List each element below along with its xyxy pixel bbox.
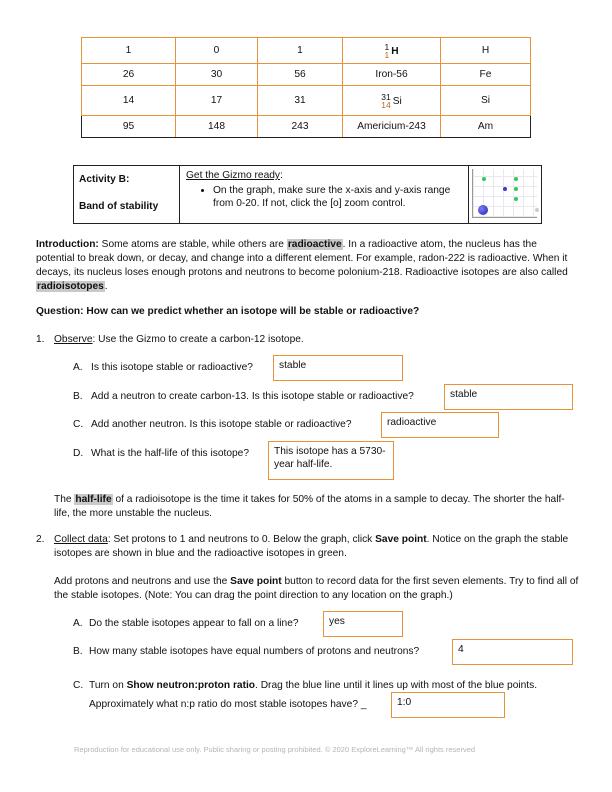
activity-header-box (73, 165, 542, 224)
table-cell: 1 (258, 38, 343, 64)
term-half-life: half-life (75, 494, 112, 505)
table-row (82, 64, 531, 86)
q1b-answer-field[interactable]: stable (444, 384, 573, 410)
table-row (82, 38, 531, 64)
element-symbol: Si (392, 95, 402, 107)
isotope-table (81, 37, 531, 138)
q1d-prompt: What is the half-life of this isotope? (91, 448, 249, 459)
q2-instruction: . Notice on the graph the stable isotopes are shown in blue and the radioactive isotopes in green. (54, 534, 569, 559)
introduction-paragraph (36, 238, 576, 294)
q1-text (54, 333, 304, 347)
q1c-letter: C. (73, 419, 84, 430)
introduction-label: Introduction: (36, 239, 99, 250)
q1a-prompt: Is this isotope stable or radioactive? (91, 362, 253, 373)
radioactive-point (514, 197, 518, 201)
halflife-note (54, 493, 579, 521)
graph-thumbnail (472, 169, 537, 218)
table-cell: 148 (176, 116, 258, 138)
activity-title: Activity B: (79, 174, 130, 185)
gizmo-ready-cell (180, 166, 469, 223)
footer-copyright: Reproduction for educational use only. Public sharing or posting prohibited. © 2020 ExploreLearning™ All rights reserved (74, 745, 476, 754)
q2b-letter: B. (73, 646, 83, 657)
atomic-number: 1 (384, 50, 390, 60)
note-text: The (54, 494, 75, 505)
table-cell: 17 (176, 86, 258, 116)
table-cell: 56 (258, 64, 343, 86)
table-cell: 95 (82, 116, 176, 138)
table-cell: Americium-243 (343, 116, 441, 138)
intro-text: Some atoms are stable, while others are (98, 239, 287, 250)
radioactive-point (514, 187, 518, 191)
q2-label: Collect data (54, 534, 108, 545)
table-cell: Am (441, 116, 531, 138)
table-cell (343, 38, 441, 64)
term-radioisotopes: radioisotopes (37, 281, 104, 292)
q2a-letter: A. (73, 618, 83, 629)
q2b-prompt: How many stable isotopes have equal numbers of protons and neutrons? (89, 646, 420, 657)
element-symbol: H (391, 45, 399, 57)
point-marker (535, 208, 539, 212)
stable-point (503, 187, 507, 191)
table-cell: 14 (82, 86, 176, 116)
instruction-list (186, 184, 468, 210)
table-row (82, 116, 531, 138)
q2a-prompt: Do the stable isotopes appear to fall on a line? (89, 618, 299, 629)
q2c-text: Turn on (89, 680, 127, 691)
q2-text: Add protons and neutrons and use the (54, 576, 231, 587)
q1-instruction: : Use the Gizmo to create a carbon-12 isotope. (92, 334, 304, 345)
isotope-notation (384, 43, 398, 59)
table-cell: 1 (82, 38, 176, 64)
q1a-letter: A. (73, 362, 83, 373)
q2-text: button to record data for the first seven elements. Try to find all of the stable isotopes. (Note: You can drag the point direction to any location on the graph.) (54, 576, 579, 601)
colon: : (280, 170, 283, 181)
table-cell: 243 (258, 116, 343, 138)
q2c-text: . Drag the blue line until it lines up with most of the blue points. (255, 680, 538, 691)
q1b-prompt: Add a neutron to create carbon-13. Is this isotope stable or radioactive? (91, 391, 414, 402)
term-radioactive: radioactive (287, 239, 342, 250)
q1a-answer-field[interactable]: stable (273, 355, 403, 381)
activity-title-cell (74, 166, 180, 223)
mass-number: 31 (381, 92, 391, 102)
q1-label: Observe (54, 334, 93, 345)
atomic-number: 14 (381, 100, 391, 110)
q2-text (54, 533, 579, 561)
q2-paragraph-2 (54, 575, 579, 603)
save-point-ref: Save point (230, 576, 282, 587)
table-cell (343, 86, 441, 116)
table-cell: Iron-56 (343, 64, 441, 86)
q2c-prompt-line2: Approximately what n:p ratio do most stable isotopes have? _ (89, 699, 367, 710)
q1c-answer-field[interactable]: radioactive (381, 412, 499, 438)
q2c-answer-field[interactable]: 1:0 (391, 692, 505, 718)
table-row (82, 86, 531, 116)
instruction-item: • On the graph, make sure the x-axis and y-axis range from 0-20. If not, click the [o] zoom control. (213, 184, 468, 210)
q2a-answer-field[interactable]: yes (323, 611, 403, 637)
gizmo-thumbnail (469, 166, 541, 223)
q1b-letter: B. (73, 391, 83, 402)
table-cell: Si (441, 86, 531, 116)
q2c-letter: C. (73, 680, 84, 691)
q1d-answer-field[interactable]: This isotope has a 5730-year half-life. (268, 441, 394, 480)
mass-number: 1 (384, 42, 390, 52)
table-cell: Fe (441, 64, 531, 86)
note-text: of a radioisotope is the time it takes for 50% of the atoms in a sample to decay. The shorter the half-life, the more unstable the nucleus. (54, 494, 565, 519)
table-cell: 31 (258, 86, 343, 116)
q1c-prompt: Add another neutron. Is this isotope stable or radioactive? (91, 419, 352, 430)
table-cell: 26 (82, 64, 176, 86)
q2c-prompt (89, 679, 579, 693)
intro-text: . (104, 281, 108, 292)
q1-number: 1. (36, 334, 45, 345)
table-cell: 0 (176, 38, 258, 64)
q2b-answer-field[interactable]: 4 (452, 639, 573, 665)
q1d-letter: D. (73, 448, 84, 459)
q2-number: 2. (36, 534, 45, 545)
activity-subtitle: Band of stability (79, 201, 159, 212)
gizmo-ready-heading: Get the Gizmo ready (186, 170, 280, 181)
save-point-ref: Save point (375, 534, 427, 545)
radioactive-point (514, 177, 518, 181)
radioactive-point (482, 177, 486, 181)
isotope-notation (381, 93, 402, 109)
question-heading: Question: How can we predict whether an isotope will be stable or radioactive? (36, 306, 420, 317)
table-cell: H (441, 38, 531, 64)
intro-text: . In a radioactive atom, the nucleus has the potential to break down, or decay, and change into a different element. For example, radon-222 is radioactive. When it decays, its nucleus loses enough protons and neutrons to become polonium-218. Radioactive isotopes are also called (36, 239, 568, 278)
q2-instruction: : Set protons to 1 and neutrons to 0. Below the graph, click (107, 534, 376, 545)
show-ratio-ref: Show neutron:proton ratio (126, 680, 256, 691)
stable-point-large (478, 205, 488, 215)
table-cell: 30 (176, 64, 258, 86)
